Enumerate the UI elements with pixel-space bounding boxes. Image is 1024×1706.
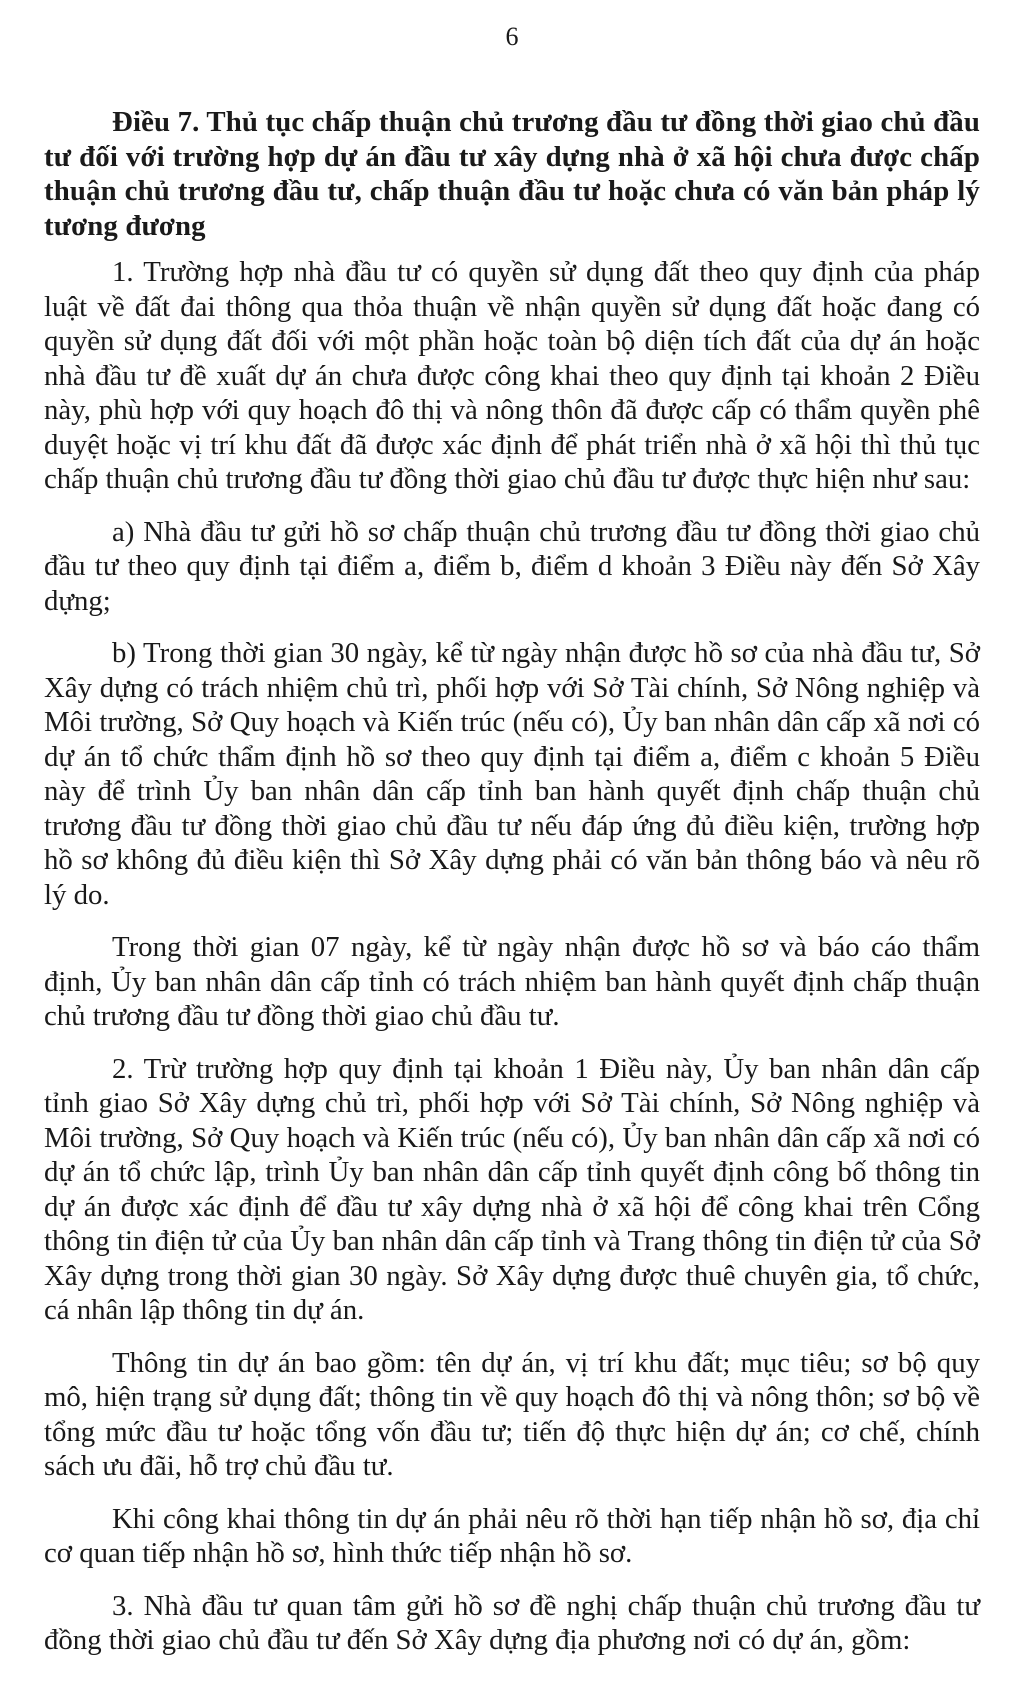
page-number: 6: [505, 22, 519, 51]
paragraph-point-a: a) Nhà đầu tư gửi hồ sơ chấp thuận chủ trương đầu tư đồng thời giao chủ đầu tư theo quy định tại điểm a, điểm b, điểm d khoản 3 Điều này đến Sở Xây dựng;: [44, 515, 980, 617]
article-title: Điều 7. Thủ tục chấp thuận chủ trương đầu tư đồng thời giao chủ đầu tư đối với trường hợp dự án đầu tư xây dựng nhà ở xã hội chưa được chấp thuận chủ trương đầu tư, chấp thuận đầu tư hoặc chưa có văn bản pháp lý tương đương: [44, 106, 980, 242]
paragraph-project-info: Thông tin dự án bao gồm: tên dự án, vị trí khu đất; mục tiêu; sơ bộ quy mô, hiện trạng sử dụng đất; thông tin về quy hoạch đô thị và nông thôn; sơ bộ về tổng mức đầu tư hoặc tổng vốn đầu tư; tiến độ thực hiện dự án; cơ chế, chính sách ưu đãi, hỗ trợ chủ đầu tư.: [44, 1346, 980, 1482]
paragraph-clause-3: 3. Nhà đầu tư quan tâm gửi hồ sơ đề nghị chấp thuận chủ trương đầu tư đồng thời giao chủ đầu tư đến Sở Xây dựng địa phương nơi có dự án, gồm:: [44, 1589, 980, 1656]
paragraph-disclosure: Khi công khai thông tin dự án phải nêu rõ thời hạn tiếp nhận hồ sơ, địa chỉ cơ quan tiếp nhận hồ sơ, hình thức tiếp nhận hồ sơ.: [44, 1502, 980, 1569]
paragraph-clause-1: 1. Trường hợp nhà đầu tư có quyền sử dụng đất theo quy định của pháp luật về đất đai thông qua thỏa thuận về nhận quyền sử dụng đất hoặc đang có quyền sử dụng đất đối với một phần hoặc toàn bộ diện tích đất của dự án hoặc nhà đầu tư đề xuất dự án chưa được công khai theo quy định tại khoản 2 Điều này, phù hợp với quy hoạch đô thị và nông thôn đã được cấp có thẩm quyền phê duyệt hoặc vị trí khu đất đã được xác định để phát triển nhà ở xã hội thì thủ tục chấp thuận chủ trương đầu tư đồng thời giao chủ đầu tư được thực hiện như sau:: [44, 256, 980, 495]
paragraph-point-b: b) Trong thời gian 30 ngày, kể từ ngày nhận được hồ sơ của nhà đầu tư, Sở Xây dựng có trách nhiệm chủ trì, phối hợp với Sở Tài chính, Sở Nông nghiệp và Môi trường, Sở Quy hoạch và Kiến trúc (nếu có), Ủy ban nhân dân cấp xã nơi có dự án tổ chức thẩm định hồ sơ theo quy định tại điểm a, điểm c khoản 5 Điều này để trình Ủy ban nhân dân cấp tỉnh ban hành quyết định chấp thuận chủ trương đầu tư đồng thời giao chủ đầu tư nếu đáp ứng đủ điều kiện, trường hợp hồ sơ không đủ điều kiện thì Sở Xây dựng phải có văn bản thông báo và nêu rõ lý do.: [44, 637, 980, 911]
paragraph-7-days: Trong thời gian 07 ngày, kể từ ngày nhận được hồ sơ và báo cáo thẩm định, Ủy ban nhân dân cấp tỉnh có trách nhiệm ban hành quyết định chấp thuận chủ trương đầu tư đồng thời giao chủ đầu tư.: [44, 931, 980, 1032]
document-page: [44, 22, 980, 1676]
paragraph-clause-2: 2. Trừ trường hợp quy định tại khoản 1 Điều này, Ủy ban nhân dân cấp tỉnh giao Sở Xây dựng chủ trì, phối hợp với Sở Tài chính, Sở Nông nghiệp và Môi trường, Sở Quy hoạch và Kiến trúc (nếu có), Ủy ban nhân dân cấp xã nơi có dự án tổ chức lập, trình Ủy ban nhân dân cấp tỉnh quyết định công bố thông tin dự án được xác định để đầu tư xây dựng nhà ở xã hội để công khai trên Cổng thông tin điện tử của Ủy ban nhân dân cấp tỉnh và Trang thông tin điện tử của Sở Xây dựng trong thời gian 30 ngày. Sở Xây dựng được thuê chuyên gia, tổ chức, cá nhân lập thông tin dự án.: [44, 1052, 980, 1326]
